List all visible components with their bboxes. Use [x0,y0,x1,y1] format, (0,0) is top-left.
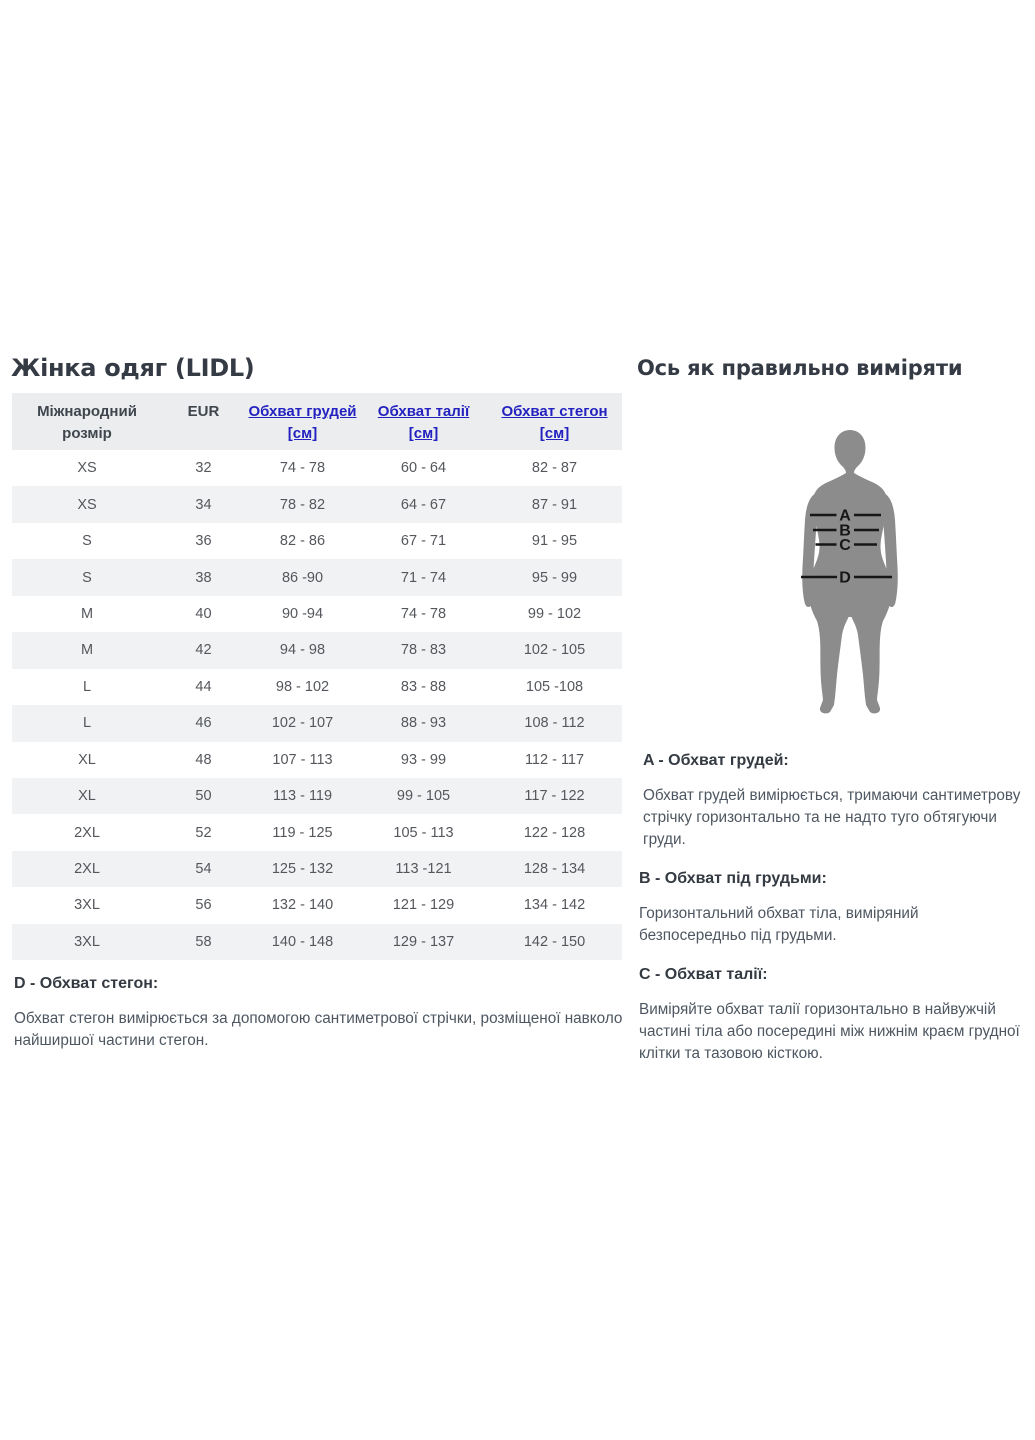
size-cell: 113 -121 [395,861,452,878]
size-cell: S [82,569,92,586]
size-row [12,778,622,814]
size-table-head [12,393,622,450]
size-cell: 2XL [74,824,100,841]
size-row [12,887,622,923]
size-cell: 83 - 88 [400,678,447,695]
column-header-4 [360,393,487,450]
size-cell: 56 [195,897,212,914]
size-cell: 71 - 74 [400,569,447,586]
size-row [12,523,622,559]
size-cell: 74 - 78 [400,605,447,622]
size-row [12,450,622,486]
size-cell: XS [77,460,97,477]
underbust-measure-heading: B - Обхват під грудьми: [639,870,827,887]
size-cell: 99 - 102 [527,605,582,622]
chest-measure-text: Обхват грудей вимірюється, тримаючи сантиметрову стрічку горизонтально та не надто туго обтягуючи груди. [643,787,1021,848]
size-table-body [12,450,622,960]
size-row [12,559,622,595]
size-chart-title: Жінка одяг (LIDL) [11,354,255,382]
size-cell: 42 [195,642,212,659]
column-header-5 [487,393,622,450]
size-row [12,705,622,741]
size-cell: 88 - 93 [400,715,447,732]
size-cell: 3XL [74,897,100,914]
size-cell: 48 [195,751,212,768]
size-cell: 134 - 142 [523,897,586,914]
size-row [12,596,622,632]
silhouette-head [835,430,866,473]
figure-label-a: A [839,507,851,525]
size-cell: 52 [195,824,212,841]
underbust-measure-section [639,869,1027,947]
size-cell: 121 - 129 [392,897,455,914]
size-table-header-row [12,393,622,450]
size-cell: 54 [195,861,212,878]
size-cell: 32 [195,460,212,477]
size-row [12,486,622,522]
size-cell: 36 [195,533,212,550]
waist-measure-heading: C - Обхват талії: [639,966,768,983]
size-cell: 78 - 83 [400,642,447,659]
size-row [12,924,622,960]
size-row [12,669,622,705]
size-cell: 129 - 137 [392,933,455,950]
size-cell: M [80,642,94,659]
hips-measure-text: Обхват стегон вимірюється за допомогою сантиметрової стрічки, розміщеної навколо найширшої частини стегон. [14,1010,623,1049]
size-cell: 102 - 105 [523,642,586,659]
hips-measure-heading: D - Обхват стегон: [14,975,159,992]
chest-measure-section [643,751,1023,850]
size-cell: 107 - 113 [272,751,333,768]
size-cell: XS [77,496,97,513]
size-cell: 105 -108 [525,678,584,695]
body-measurement-figure [770,427,930,717]
measure-guide-title: Ось як правильно виміряти [637,356,963,380]
column-header-link[interactable]: Обхват талії [см] [377,403,470,442]
size-table [12,393,622,960]
figure-label-d: D [839,569,851,587]
column-header-link[interactable]: Обхват грудей [см] [248,403,357,442]
size-cell: 86 -90 [281,569,324,586]
size-row [12,851,622,887]
size-cell: 90 -94 [281,605,324,622]
column-header-link[interactable]: Обхват стегон [см] [501,403,608,442]
size-cell: 67 - 71 [400,533,447,550]
size-cell: L [82,715,92,732]
size-row [12,814,622,850]
chest-measure-heading: A - Обхват грудей: [643,752,789,769]
size-cell: XL [78,751,96,768]
size-cell: 122 - 128 [523,824,586,841]
size-cell: 128 - 134 [523,861,586,878]
underbust-measure-text: Горизонтальний обхват тіла, виміряний безпосередньо під грудьми. [639,905,919,944]
size-cell: 60 - 64 [400,460,447,477]
size-cell: 102 - 107 [271,715,334,732]
column-header-3 [245,393,360,450]
column-header-2: EUR [187,403,220,420]
size-cell: M [80,605,94,622]
size-cell: 78 - 82 [279,496,326,513]
size-cell: 74 - 78 [279,460,326,477]
size-cell: 2XL [74,861,100,878]
size-cell: 82 - 87 [531,460,578,477]
size-cell: 142 - 150 [523,933,586,950]
size-row [12,742,622,778]
size-cell: 44 [195,678,212,695]
size-cell: 3XL [74,933,100,950]
size-cell: 93 - 99 [400,751,447,768]
size-cell: 140 - 148 [271,933,334,950]
waist-measure-text: Виміряйте обхват талії горизонтально в найвужчій частині тіла або посередині між нижнім краєм грудної клітки та тазовою кісткою. [639,1001,1020,1062]
size-cell: S [82,533,92,550]
size-cell: 108 - 112 [524,715,585,732]
size-cell: 117 - 122 [524,788,585,805]
size-cell: 132 - 140 [271,897,334,914]
size-cell: 64 - 67 [400,496,447,513]
column-header-1: Міжнародний розмір [37,403,137,442]
size-cell: 99 - 105 [396,788,451,805]
size-cell: 98 - 102 [275,678,330,695]
size-cell: 46 [195,715,212,732]
size-cell: 95 - 99 [531,569,578,586]
size-cell: 91 - 95 [531,533,578,550]
waist-measure-section [639,965,1027,1064]
hips-measure-section [14,974,626,1052]
size-cell: 58 [195,933,212,950]
size-cell: 125 - 132 [271,861,334,878]
size-row [12,632,622,668]
size-cell: 112 - 117 [524,751,585,768]
size-cell: 105 - 113 [393,824,454,841]
figure-label-b: B [839,522,851,540]
size-cell: 119 - 125 [272,824,333,841]
size-cell: 87 - 91 [531,496,578,513]
size-cell: 50 [195,788,212,805]
size-cell: 94 - 98 [279,642,326,659]
size-cell: 40 [195,605,212,622]
size-cell: 34 [195,496,212,513]
size-cell: XL [78,788,96,805]
figure-label-c: C [839,537,851,554]
size-cell: 113 - 119 [272,788,333,805]
size-cell: L [82,678,92,695]
size-cell: 38 [195,569,212,586]
female-silhouette-graphic [770,427,930,717]
size-cell: 82 - 86 [279,533,326,550]
